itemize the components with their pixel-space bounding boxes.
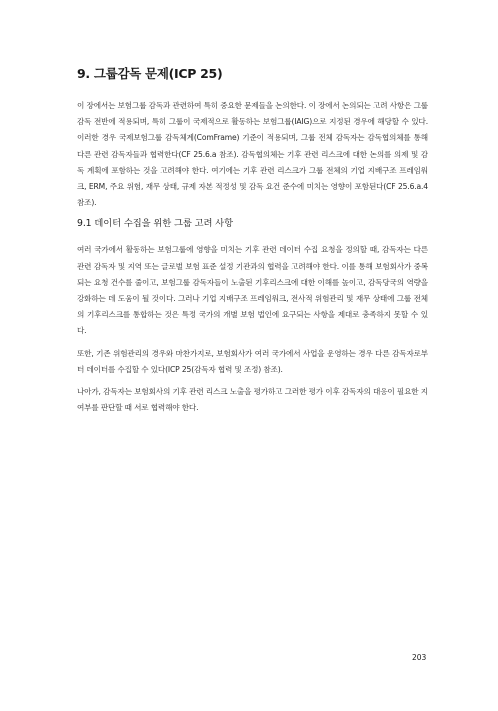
section-paragraph-1: 여러 국가에서 활동하는 보험그룹에 영향을 미치는 기후 관련 데이터 수집 요청을 정의할 때, 감독자는 다른 관련 감독자 및 지역 또는 글로벌 보험 표준 설정 기관과의 협력을 고려해야 한다. 이를 통해 보험회사가 중복되는 요청 건수를 줄이고, 보험그룹 감독자들이 노출된 기후리스크에 대한 이해를 높이고, 감독당국의 역량을 강화하는 데 도움이 될 것이다. 그러나 기업 지배구조 프레임워크, 전사적 위험관리 및 재무 상태에 그룹 전체의 기후리스크를 통합하는 것은 특정 국가의 개별 보험 법인에 요구되는 사항을 제대로 충족하지 못할 수 있다. xyxy=(77,245,428,336)
section-paragraph-3: 나아가, 감독자는 보험회사의 기후 관련 리스크 노출을 평가하고 그러한 평가 이후 감독자의 대응이 필요한 지 여부를 판단할 때 서로 협력해야 한다. xyxy=(77,387,428,413)
chapter-title: 9. 그룹감독 문제(ICP 25) xyxy=(77,66,223,81)
intro-paragraph: 이 장에서는 보험그룹 감독과 관련하여 특히 중요한 문제들을 논의한다. 이 장에서 논의되는 고려 사항은 그룹감독 전반에 적용되며, 특히 그룹이 국제적으로 활동하는 보험그룹(IAIG)으로 지정된 경우에 해당할 수 있다. 이러한 경우 국제보험그룹 감독체계(ComFrame) 기준이 적용되며, 그룹 전체 감독자는 감독협의체를 통해 다른 관련 감독자들과 협력한다(CF 25.6.a 참조). 감독협의체는 기후 관련 리스크에 대한 논의를 의제 및 감독 계획에 포함하는 것을 고려해야 한다. 여기에는 기후 관련 리스크가 그룹 전체의 기업 지배구조 프레임워크, ERM, 주요 위험, 재무 상태, 규제 자본 적정성 및 감독 요건 준수에 미치는 영향이 포함된다(CF 25.6.a.4 참조). xyxy=(77,101,428,208)
section-title: 9.1 데이터 수집을 위한 그룹 고려 사항 xyxy=(77,218,233,230)
section-paragraph-2: 또한, 기존 위험관리의 경우와 마찬가지로, 보험회사가 여러 국가에서 사업을 운영하는 경우 다른 감독자로부터 데이터를 수집할 수 있다(ICP 25(감독자 협력 및 조정) 참조). xyxy=(77,348,428,374)
page-content xyxy=(77,98,428,422)
page-number: 203 xyxy=(412,653,427,662)
